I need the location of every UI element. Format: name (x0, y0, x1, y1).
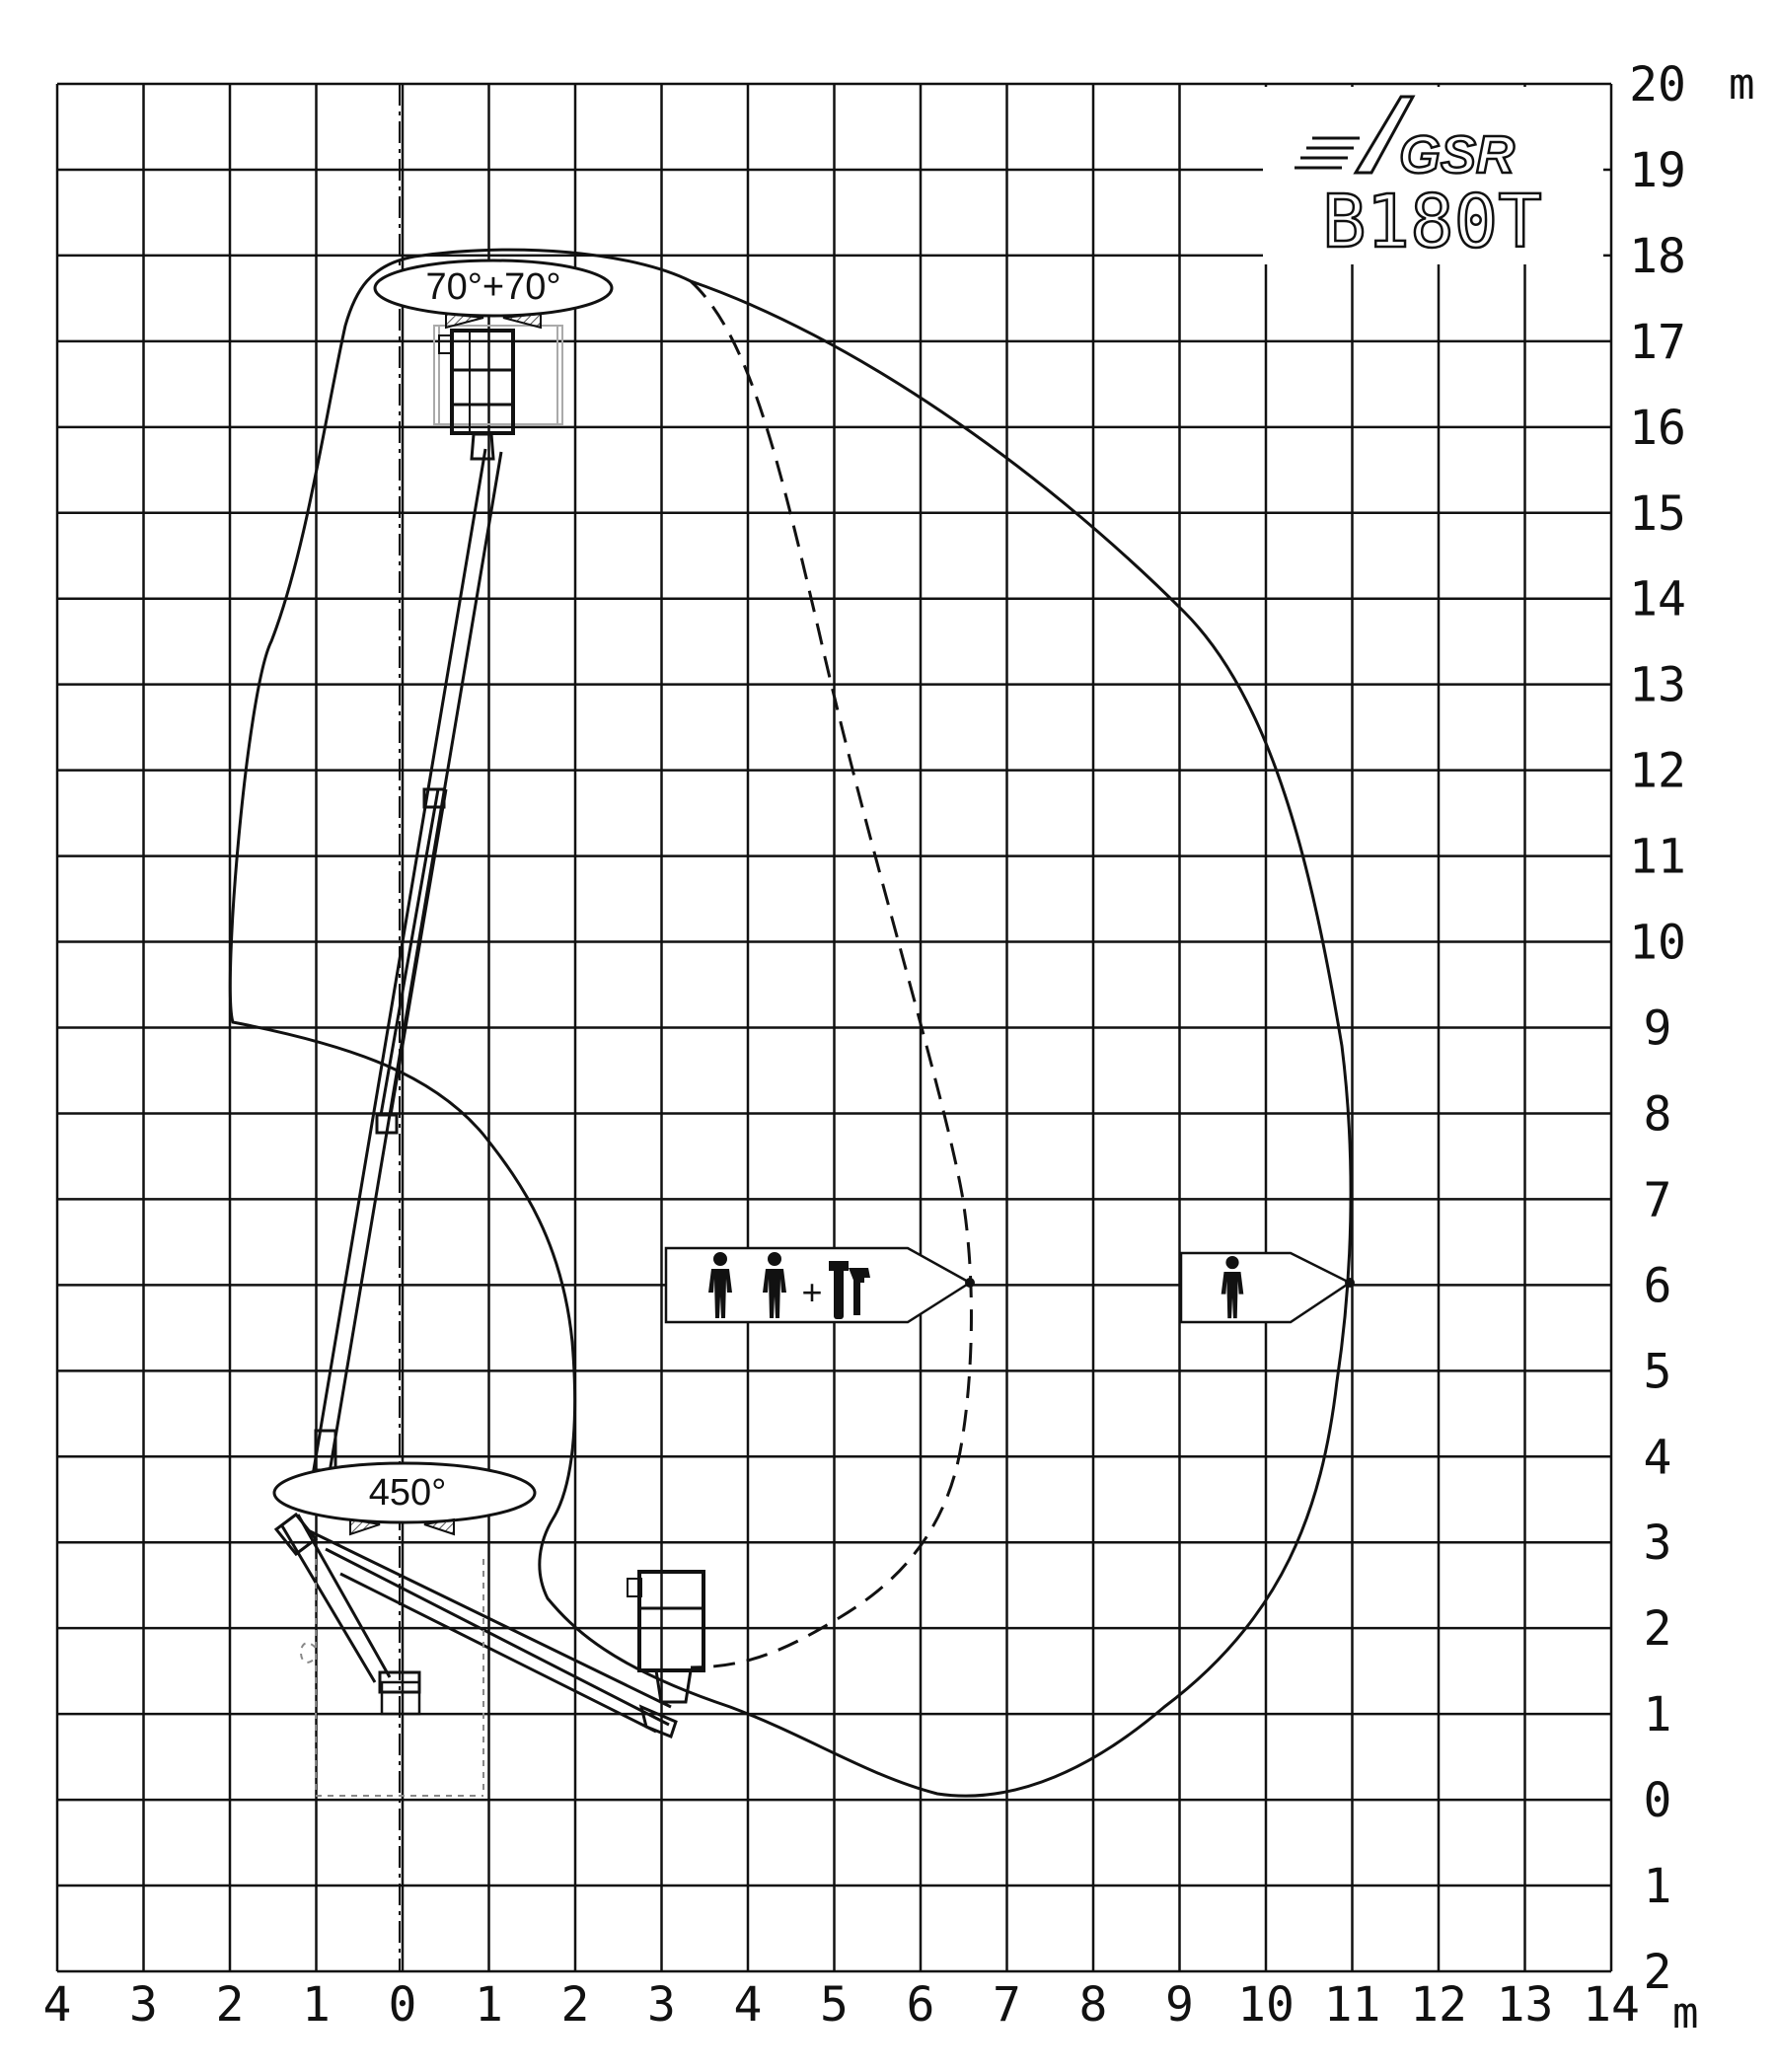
y-tick-label: 1 (1643, 1859, 1672, 1915)
chassis-ghost (301, 1559, 483, 1796)
y-tick-label: 0 (1643, 1773, 1672, 1829)
model-name: B180T (1322, 180, 1542, 264)
y-axis-ticks (1629, 57, 1686, 2000)
x-tick-label: 7 (993, 1977, 1021, 2033)
y-tick-label: 17 (1629, 314, 1686, 370)
turret-rotation-indicator (274, 1463, 535, 1534)
grid (57, 84, 1611, 1971)
basket-rotation-label: 70°+70° (425, 266, 561, 308)
working-envelope-dashed (691, 281, 971, 1667)
x-tick-label: 1 (475, 1977, 503, 2033)
basket-top (434, 326, 562, 459)
x-tick-label: 4 (42, 1977, 72, 2033)
x-tick-label: 14 (1583, 1977, 1640, 2033)
y-tick-label: 1 (1643, 1687, 1672, 1743)
boom-lower (276, 1515, 676, 1737)
y-tick-label: 11 (1629, 829, 1686, 885)
x-tick-label: 9 (1165, 1977, 1194, 2033)
y-tick-label: 5 (1643, 1344, 1672, 1400)
x-tick-label: 12 (1410, 1977, 1467, 2033)
y-tick-label: 12 (1629, 743, 1686, 799)
load-zone-point (965, 1278, 975, 1288)
y-tick-label: 2 (1643, 1945, 1672, 2000)
x-tick-label: 0 (388, 1977, 417, 2033)
logo-text: GSR (1399, 125, 1516, 185)
y-tick-label: 16 (1629, 400, 1686, 456)
x-tick-label: 2 (560, 1977, 590, 2033)
load-zone-two-persons-tools (666, 1248, 975, 1322)
x-tick-label: 6 (906, 1977, 935, 2033)
x-tick-label: 5 (820, 1977, 849, 2033)
y-tick-label: 19 (1629, 142, 1686, 198)
plus-sign: + (801, 1272, 823, 1312)
x-axis-ticks (43, 1977, 1640, 2033)
y-tick-label: 9 (1643, 1000, 1672, 1057)
x-tick-label: 4 (733, 1977, 763, 2033)
x-tick-label: 3 (647, 1977, 676, 2033)
x-tick-label: 2 (215, 1977, 245, 2033)
y-tick-label: 8 (1643, 1086, 1672, 1143)
y-tick-label: 7 (1643, 1172, 1672, 1228)
x-tick-label: 13 (1496, 1977, 1554, 2033)
turret-rotation-label: 450° (368, 1472, 447, 1514)
x-tick-label: 10 (1237, 1977, 1295, 2033)
y-tick-label: 15 (1629, 485, 1686, 542)
brand-logo (1263, 87, 1603, 264)
x-tick-label: 8 (1078, 1977, 1108, 2033)
y-tick-label: 10 (1629, 915, 1686, 971)
y-tick-label: 6 (1643, 1258, 1672, 1314)
y-axis-unit: m (1729, 59, 1755, 110)
y-tick-label: 18 (1629, 228, 1686, 284)
y-tick-label: 14 (1629, 571, 1686, 628)
x-axis-unit: m (1672, 1988, 1699, 2038)
y-tick-label: 3 (1643, 1516, 1672, 1572)
x-tick-label: 3 (129, 1977, 158, 2033)
y-tick-label: 13 (1629, 657, 1686, 713)
load-zone-point (1345, 1278, 1355, 1288)
load-zone-one-person (1181, 1253, 1355, 1322)
x-tick-label: 1 (302, 1977, 331, 2033)
y-tick-label: 4 (1643, 1430, 1672, 1486)
x-tick-label: 11 (1323, 1977, 1381, 2033)
boom-upper (308, 449, 501, 1508)
y-tick-label: 20 (1629, 57, 1686, 112)
y-tick-label: 2 (1643, 1601, 1672, 1658)
